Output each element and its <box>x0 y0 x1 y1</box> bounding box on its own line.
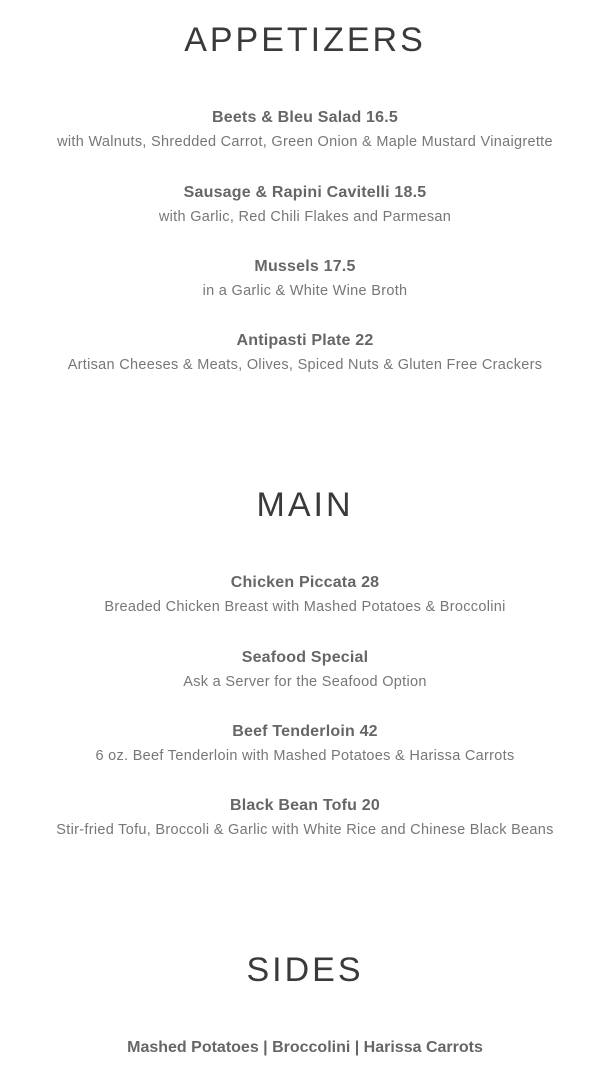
menu-item-description: Artisan Cheeses & Meats, Olives, Spiced Nuts & Gluten Free Crackers <box>67 357 543 373</box>
sides-section <box>0 950 610 990</box>
main-title: MAIN <box>256 486 354 524</box>
menu-item-name: Black Bean Tofu 20 <box>229 797 380 814</box>
sides-title: SIDES <box>246 951 364 989</box>
menu-item <box>0 331 610 375</box>
menu-item <box>0 257 610 301</box>
menu-item-description: in a Garlic & White Wine Broth <box>202 283 408 299</box>
sides-list <box>0 1038 610 1058</box>
menu-item-description: with Garlic, Red Chili Flakes and Parmesan <box>158 209 452 225</box>
menu-item-description: 6 oz. Beef Tenderloin with Mashed Potatoes & Harissa Carrots <box>95 748 515 764</box>
main-section <box>0 485 610 525</box>
menu-item-name: Antipasti Plate 22 <box>236 332 374 349</box>
menu-item-name: Sausage & Rapini Cavitelli 18.5 <box>183 184 427 201</box>
menu-item <box>0 722 610 766</box>
menu-item-name: Beets & Bleu Salad 16.5 <box>211 109 398 126</box>
menu-item-name: Chicken Piccata 28 <box>230 574 380 591</box>
menu-item <box>0 573 610 617</box>
menu-item-name: Mussels 17.5 <box>254 258 356 275</box>
menu-item-description: Stir-fried Tofu, Broccoli & Garlic with White Rice and Chinese Black Beans <box>56 822 554 838</box>
menu-item <box>0 796 610 840</box>
appetizers-title: APPETIZERS <box>184 21 426 59</box>
menu-item-name: Beef Tenderloin 42 <box>232 723 378 740</box>
menu-item-description: Breaded Chicken Breast with Mashed Potatoes & Broccolini <box>104 599 506 615</box>
menu-item <box>0 108 610 152</box>
appetizers-section <box>0 20 610 60</box>
sides-line: Mashed Potatoes | Broccolini | Harissa Carrots <box>127 1039 483 1056</box>
menu-item <box>0 648 610 692</box>
menu-item <box>0 183 610 227</box>
menu-item-name: Seafood Special <box>241 649 369 666</box>
menu-item-description: with Walnuts, Shredded Carrot, Green Onion & Maple Mustard Vinaigrette <box>57 134 553 150</box>
menu-item-description: Ask a Server for the Seafood Option <box>183 674 427 690</box>
